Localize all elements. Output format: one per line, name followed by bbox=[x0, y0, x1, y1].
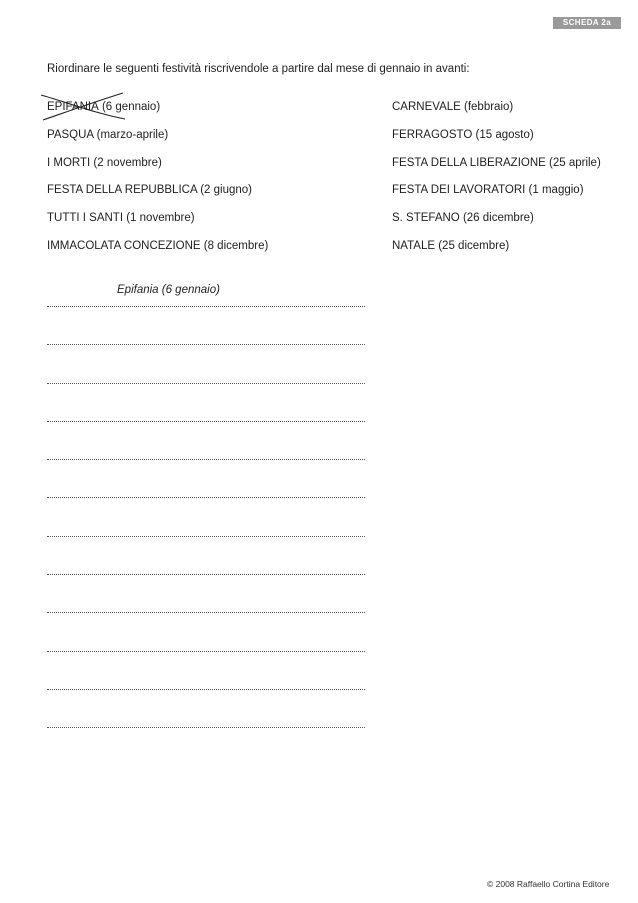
answer-line[interactable] bbox=[47, 344, 365, 345]
answer-lines bbox=[47, 306, 365, 766]
holiday-item: FESTA DEI LAVORATORI (1 maggio) bbox=[392, 184, 584, 197]
holiday-list-right bbox=[392, 100, 601, 267]
holiday-item: FERRAGOSTO (15 agosto) bbox=[392, 128, 534, 141]
answer-line[interactable] bbox=[47, 574, 365, 575]
answer-line[interactable] bbox=[47, 536, 365, 537]
example-answer: Epifania (6 gennaio) bbox=[117, 284, 220, 296]
answer-line[interactable] bbox=[47, 383, 365, 384]
answer-line[interactable] bbox=[47, 651, 365, 652]
holiday-item: FESTA DELLA LIBERAZIONE (25 aprile) bbox=[392, 156, 601, 169]
holiday-item: IMMACOLATA CONCEZIONE (8 dicembre) bbox=[47, 239, 269, 252]
holiday-item: I MORTI (2 novembre) bbox=[47, 156, 162, 169]
holiday-item: CARNEVALE (febbraio) bbox=[392, 101, 514, 113]
answer-line[interactable] bbox=[47, 689, 365, 690]
answer-line[interactable] bbox=[47, 421, 365, 422]
answer-line[interactable] bbox=[47, 459, 365, 460]
answer-line[interactable] bbox=[47, 612, 365, 613]
holiday-item: EPIFANIA (6 gennaio) bbox=[47, 100, 268, 128]
holiday-item: TUTTI I SANTI (1 novembre) bbox=[47, 212, 195, 225]
holiday-item: S. STEFANO (26 dicembre) bbox=[392, 212, 534, 225]
answer-line[interactable] bbox=[47, 497, 365, 498]
answer-line[interactable] bbox=[47, 306, 365, 307]
worksheet-badge: SCHEDA 2a bbox=[553, 17, 621, 29]
copyright-footer: © 2008 Raffaello Cortina Editore bbox=[487, 879, 610, 889]
holiday-item: FESTA DELLA REPUBBLICA (2 giugno) bbox=[47, 184, 252, 197]
holiday-list-left bbox=[47, 100, 268, 267]
crossed-holiday-name: EPIFANIA bbox=[47, 100, 99, 114]
holiday-item: NATALE (25 dicembre) bbox=[392, 239, 510, 252]
holiday-item: PASQUA (marzo-aprile) bbox=[47, 128, 169, 141]
instruction-text: Riordinare le seguenti festività riscrivendole a partire dal mese di gennaio in avanti: bbox=[47, 63, 470, 75]
answer-line[interactable] bbox=[47, 727, 365, 728]
